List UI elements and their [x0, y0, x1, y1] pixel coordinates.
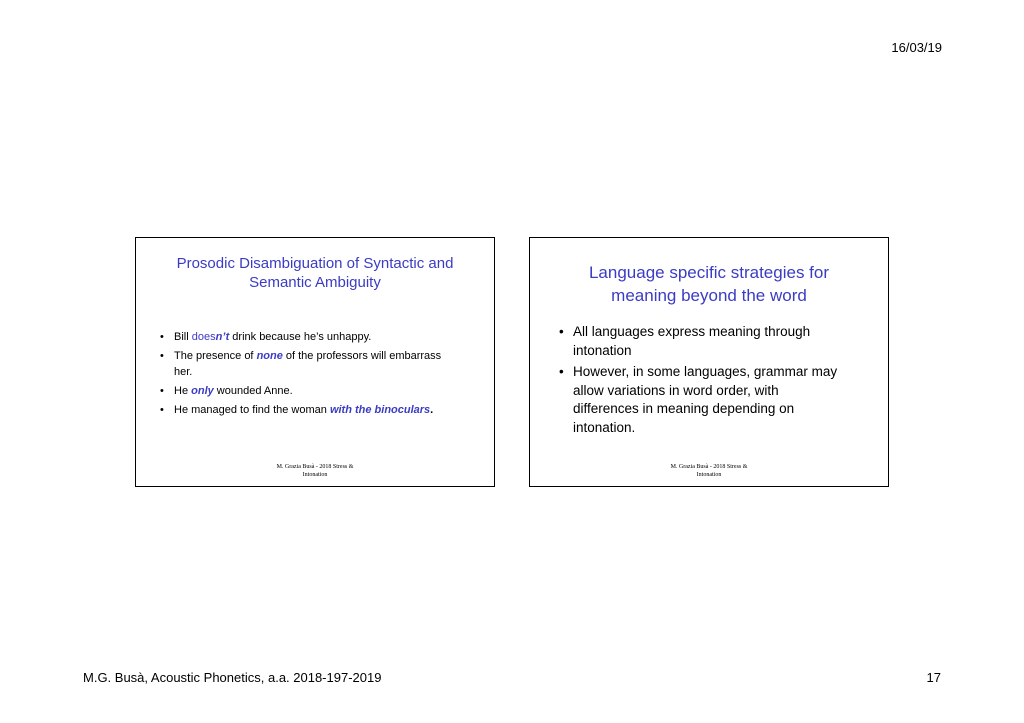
bullet-text: He: [174, 385, 192, 397]
bullet-text: He managed to find the woman: [174, 404, 330, 416]
slide-footer-line: Intonation: [302, 472, 328, 478]
emphasis-text: only: [191, 385, 214, 397]
bullet-item: [559, 363, 846, 437]
bullet-item: [160, 329, 454, 345]
slide-footer: [136, 463, 494, 479]
page-number: 17: [926, 670, 941, 685]
bullet-list: [559, 323, 846, 440]
bullet-text: All languages express meaning through intonation: [573, 324, 811, 358]
bullet-icon: •: [160, 385, 164, 397]
bullet-icon: •: [160, 331, 164, 343]
bullet-text: Bill: [174, 331, 192, 343]
emphasis-text: with the binoculars: [329, 404, 431, 416]
page-date: 16/03/19: [891, 40, 942, 55]
bullet-icon: •: [160, 350, 164, 362]
slide-footer: [530, 463, 888, 479]
slide-footer-line: M. Grazia Busà - 2018 Stress &: [276, 464, 354, 470]
bullet-list: [160, 329, 454, 421]
slide-thumbnail-1: [135, 237, 495, 487]
emphasis-text: none: [256, 350, 283, 362]
bullet-text: drink because he’s unhappy.: [229, 331, 372, 343]
slide-footer-line: M. Grazia Busà - 2018 Stress &: [670, 464, 748, 470]
bullet-text: wounded Anne.: [213, 385, 293, 397]
bullet-text: However, in some languages, grammar may allow variations in word order, with differences in meaning depending on intonation.: [573, 364, 838, 435]
highlight-text: does: [191, 331, 216, 343]
slide-footer-line: Intonation: [696, 472, 722, 478]
bullet-text: .: [430, 404, 434, 416]
bullet-icon: •: [559, 364, 564, 379]
slide-title: Language specific strategies for meaning beyond the word: [588, 263, 830, 305]
bullet-icon: •: [559, 324, 564, 339]
bullet-item: [160, 348, 454, 380]
footer-course-info: M.G. Busà, Acoustic Phonetics, a.a. 2018-197-2019: [83, 670, 382, 685]
slide-thumbnail-2: [529, 237, 889, 487]
slide-title: Prosodic Disambiguation of Syntactic and Semantic Ambiguity: [176, 255, 454, 291]
bullet-icon: •: [160, 404, 164, 416]
bullet-text: of the professors will embarrass her.: [174, 350, 442, 378]
bullet-item: [559, 323, 846, 360]
bullet-item: [160, 383, 454, 399]
emphasis-text: n’t: [215, 331, 230, 343]
bullet-item: [160, 402, 454, 418]
bullet-text: The presence of: [174, 350, 257, 362]
